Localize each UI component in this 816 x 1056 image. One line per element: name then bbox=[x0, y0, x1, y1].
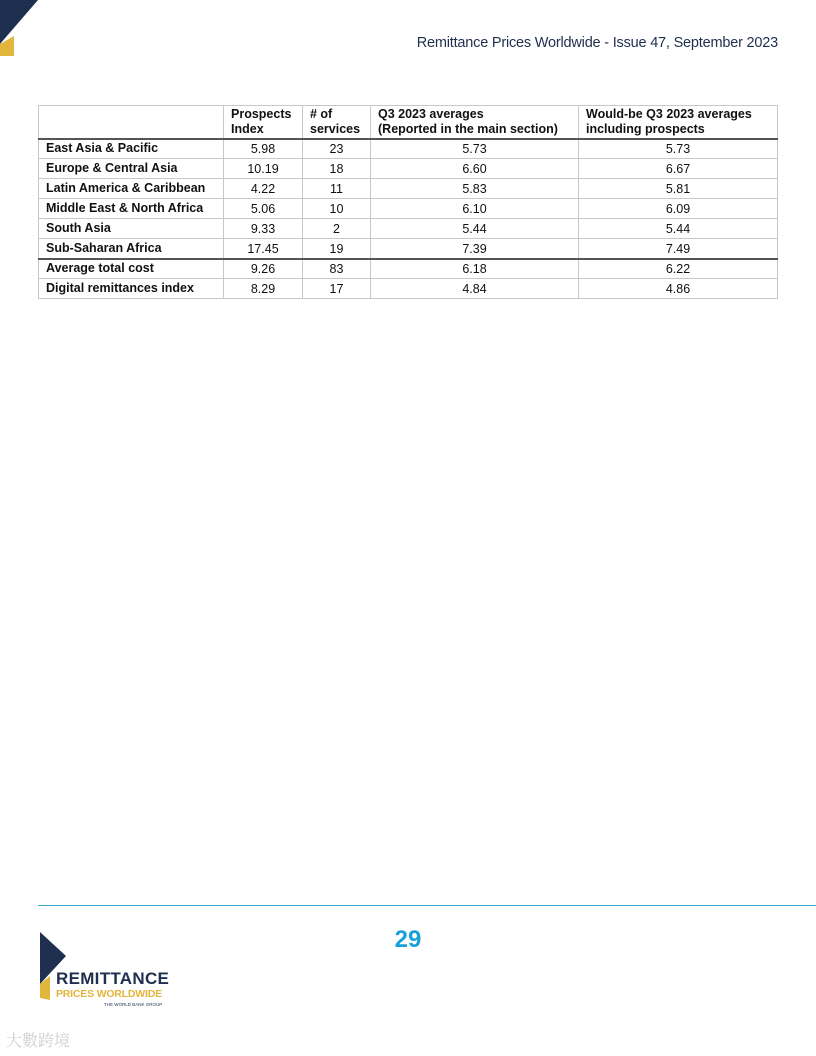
wouldbe-average-cell: 6.09 bbox=[579, 199, 778, 219]
wouldbe-average-cell: 5.44 bbox=[579, 219, 778, 239]
column-header-prospects-index: Prospects Index bbox=[224, 106, 303, 139]
table-row bbox=[39, 259, 778, 279]
services-cell: 10 bbox=[303, 199, 371, 219]
services-cell: 83 bbox=[303, 259, 371, 279]
q3-average-cell: 5.83 bbox=[371, 179, 579, 199]
corner-logo-mark bbox=[0, 0, 40, 60]
region-cell: Sub-Saharan Africa bbox=[39, 239, 224, 259]
prospects-index-cell: 5.06 bbox=[224, 199, 303, 219]
prospects-index-cell: 10.19 bbox=[224, 159, 303, 179]
q3-average-cell: 6.18 bbox=[371, 259, 579, 279]
table-row bbox=[39, 279, 778, 299]
region-cell: Latin America & Caribbean bbox=[39, 179, 224, 199]
logo-text-world-bank: THE WORLD BANK GROUP bbox=[104, 1002, 163, 1007]
table-row bbox=[39, 159, 778, 179]
region-cell: Europe & Central Asia bbox=[39, 159, 224, 179]
services-cell: 11 bbox=[303, 179, 371, 199]
region-cell: Middle East & North Africa bbox=[39, 199, 224, 219]
column-header-services: # of services bbox=[303, 106, 371, 139]
table-row bbox=[39, 179, 778, 199]
services-cell: 19 bbox=[303, 239, 371, 259]
q3-average-cell: 6.60 bbox=[371, 159, 579, 179]
prospects-index-cell: 17.45 bbox=[224, 239, 303, 259]
table-row bbox=[39, 139, 778, 159]
q3-average-cell: 4.84 bbox=[371, 279, 579, 299]
table-row bbox=[39, 219, 778, 239]
wouldbe-average-cell: 4.86 bbox=[579, 279, 778, 299]
prospects-index-cell: 4.22 bbox=[224, 179, 303, 199]
prospects-index-cell: 5.98 bbox=[224, 139, 303, 159]
remittance-prices-logo bbox=[36, 932, 176, 1012]
q3-average-cell: 5.73 bbox=[371, 139, 579, 159]
footer-divider bbox=[38, 905, 816, 906]
q3-average-cell: 6.10 bbox=[371, 199, 579, 219]
wouldbe-average-cell: 5.73 bbox=[579, 139, 778, 159]
prospects-index-cell: 9.26 bbox=[224, 259, 303, 279]
region-cell: Average total cost bbox=[39, 259, 224, 279]
table-row bbox=[39, 239, 778, 259]
wouldbe-average-cell: 6.67 bbox=[579, 159, 778, 179]
logo-text-remittance: REMITTANCE bbox=[56, 969, 170, 988]
region-cell: East Asia & Pacific bbox=[39, 139, 224, 159]
prospects-index-cell: 9.33 bbox=[224, 219, 303, 239]
services-cell: 17 bbox=[303, 279, 371, 299]
q3-average-cell: 5.44 bbox=[371, 219, 579, 239]
running-header: Remittance Prices Worldwide - Issue 47, September 2023 bbox=[416, 35, 778, 51]
wouldbe-average-cell: 7.49 bbox=[579, 239, 778, 259]
watermark: 大數跨境 bbox=[6, 1033, 71, 1050]
prospects-table bbox=[38, 105, 778, 299]
page-number: 29 bbox=[394, 926, 422, 953]
wouldbe-average-cell: 5.81 bbox=[579, 179, 778, 199]
region-cell: South Asia bbox=[39, 219, 224, 239]
services-cell: 2 bbox=[303, 219, 371, 239]
wouldbe-average-cell: 6.22 bbox=[579, 259, 778, 279]
column-header-q3-averages: Q3 2023 averages (Reported in the main section) bbox=[371, 106, 579, 139]
logo-text-prices-worldwide: PRICES WORLDWIDE bbox=[56, 988, 162, 1000]
column-header-wouldbe-averages: Would-be Q3 2023 averages including prospects bbox=[579, 106, 778, 139]
services-cell: 18 bbox=[303, 159, 371, 179]
region-cell: Digital remittances index bbox=[39, 279, 224, 299]
table-header-row bbox=[39, 106, 778, 139]
services-cell: 23 bbox=[303, 139, 371, 159]
column-header-region bbox=[39, 106, 224, 139]
q3-average-cell: 7.39 bbox=[371, 239, 579, 259]
prospects-index-cell: 8.29 bbox=[224, 279, 303, 299]
table-row bbox=[39, 199, 778, 219]
